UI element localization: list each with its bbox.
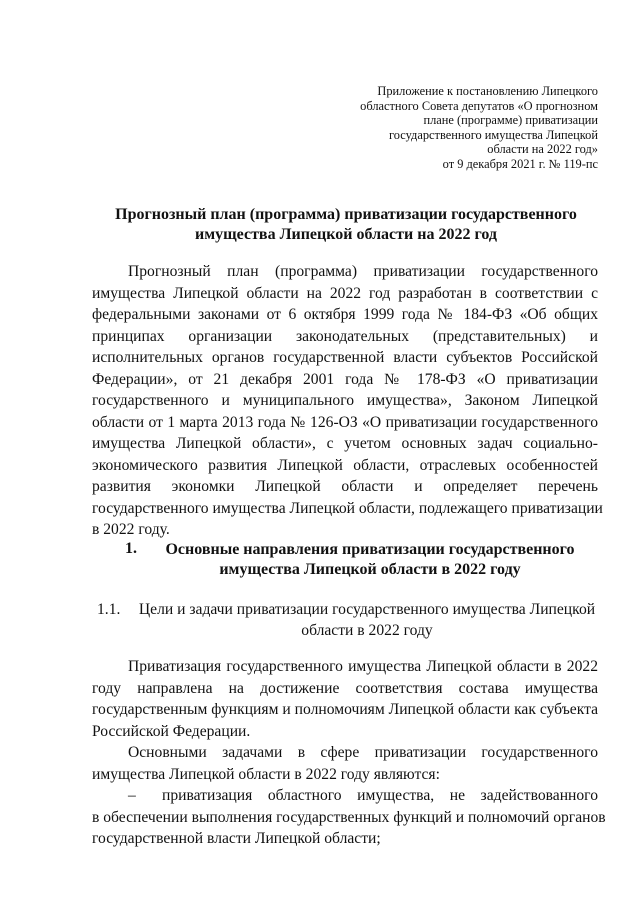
paragraph-line: принципах организации законодательных (представительных) и [92, 327, 598, 345]
appendix-line: областного Совета депутатов «О прогнозном [360, 98, 598, 113]
appendix-line: от 9 декабря 2021 г. № 119-пс [442, 156, 598, 171]
subsection-title [132, 599, 602, 641]
paragraph-line: Федерации», от 21 декабря 2001 года № 178-ФЗ «О приватизации [92, 370, 598, 388]
section-title-line: Основные направления приватизации государственного [165, 541, 575, 558]
list-dash: – [128, 787, 136, 804]
subsection-title-line: области в 2022 году [301, 622, 433, 639]
paragraph-line: имущества Липецкой области», с учетом основных задач социально- [92, 435, 598, 452]
section-title-line: имущества Липецкой области в 2022 году [219, 561, 521, 578]
paragraph-line: государственного и муниципального имущества», Законом Липецкой [92, 392, 598, 409]
paragraph-line: экономического развития Липецкой области, отраслевых особенностей [92, 456, 598, 474]
appendix-note [300, 84, 598, 172]
paragraph-line: государственной власти Липецкой области; [92, 830, 381, 847]
paragraph-line: исполнительных органов государственной власти субъектов Российской [92, 349, 598, 366]
subsection-title-line: Цели и задачи приватизации государственного имущества Липецкой [138, 601, 596, 618]
paragraph-line: Основными задачами в сфере приватизации государственного [128, 744, 598, 761]
section-title [150, 540, 590, 580]
section-number: 1. [125, 540, 137, 557]
document-title [90, 205, 602, 245]
title-line: имущества Липецкой области на 2022 год [195, 226, 497, 243]
task-list-item [92, 785, 606, 850]
paragraph-line: Приватизация государственного имущества Липецкой области в 2022 [128, 658, 598, 675]
appendix-line: области на 2022 год» [487, 142, 598, 157]
paragraph-line: имущества Липецкой области в 2022 году являются: [92, 765, 440, 783]
paragraph-line: имущества Липецкой области на 2022 год разработан в соответствии с [92, 284, 598, 302]
list-item-first-line [92, 785, 598, 807]
paragraph-line: в 2022 году. [92, 521, 170, 538]
intro-paragraph [92, 261, 603, 541]
appendix-line: плане (программе) приватизации [423, 113, 598, 128]
paragraph-line: Российской Федерации. [92, 722, 251, 740]
paragraph-line: году направлена на достижение соответствия состава имущества [92, 679, 598, 697]
subsection-number: 1.1. [97, 601, 121, 618]
paragraph-line: государственного имущества Липецкой области, подлежащего приватизации [92, 499, 603, 517]
title-line: Прогнозный план (программа) приватизации государственного [115, 206, 577, 223]
paragraph-line: Прогнозный план (программа) приватизации государственного [128, 263, 598, 280]
tasks-intro-paragraph [92, 742, 598, 785]
paragraph-line: федеральными законами от 6 октября 1999 года № 184-ФЗ «Об общих [92, 306, 598, 323]
paragraph-line: государственным функциям и полномочиям Липецкой области как субъекта [92, 701, 598, 718]
appendix-line: Приложение к постановлению Липецкого [377, 84, 598, 98]
appendix-line: государственного имущества Липецкой [389, 127, 598, 142]
paragraph-line: в обеспечении выполнения государственных функций и полномочий органов [92, 808, 606, 826]
paragraph-line: развития экономки Липецкой области и определяет перечень [92, 478, 598, 495]
paragraph-line: области от 1 марта 2013 года № 126-ОЗ «О приватизации государственного [92, 413, 598, 431]
privatization-purpose-paragraph [92, 656, 598, 742]
paragraph-line: приватизация областного имущества, не задействованного [162, 787, 598, 804]
